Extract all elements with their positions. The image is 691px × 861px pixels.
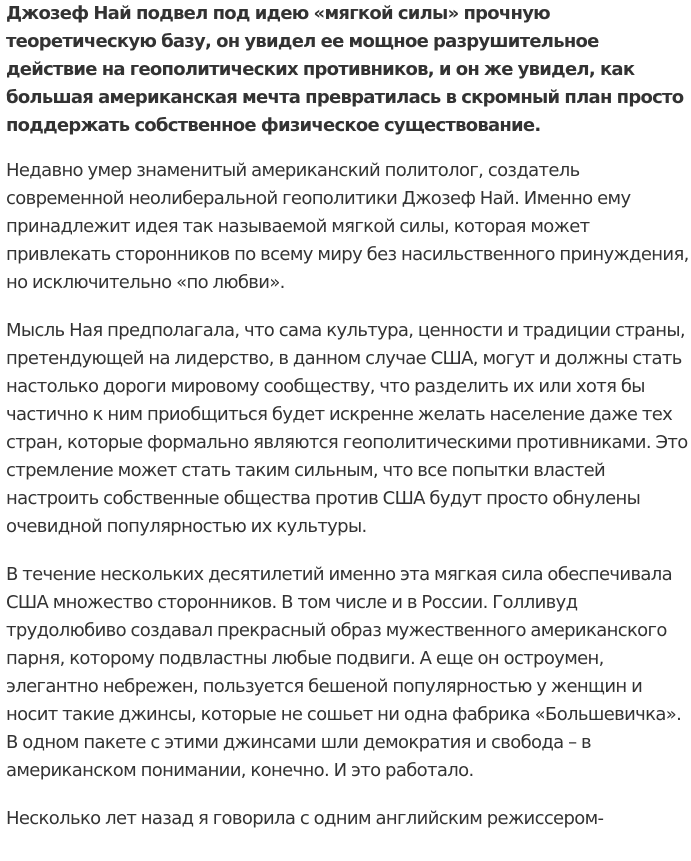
article-paragraph: Несколько лет назад я говорила с одним английским режиссером- [6, 808, 604, 829]
article-body [6, 0, 689, 833]
article-paragraph: Недавно умер знаменитый американский политолог, создатель современной неолиберальной геополитики Джозеф Най. Именно ему принадлежит идея так называемой мягкой силы, которая может привлекать сторонников по всему миру без насильственного принуждения, но исключительно «по любви». [6, 160, 689, 293]
article-paragraph: Мысль Ная предполагала, что сама культура, ценности и традиции страны, претендующей на лидерство, в данном случае США, могут и должны стать настолько дороги мировому сообществу, что разделить их или хотя бы частично к ним приобщиться будет искренне желать население даже тех стран, которые формально являются геополитическими противниками. Это стремление может стать таким сильным, что все попытки властей настроить собственные общества против США будут просто обнулены очевидной популярностью их культуры. [6, 320, 688, 537]
article-paragraph: В течение нескольких десятилетий именно эта мягкая сила обеспечивала США множество сторонников. В том числе и в России. Голливуд трудолюбиво создавал прекрасный образ мужественного американского парня, которому подвластны любые подвиги. А еще он остроумен, элегантно небрежен, пользуется бешеной популярностью у женщин и носит такие джинсы, которые не сошьет ни одна фабрика «Большевичка». В одном пакете с этими джинсами шли демократия и свобода – в американском понимании, конечно. И это работало. [6, 564, 682, 781]
article-lead: Джозеф Най подвел под идею «мягкой силы» прочную теоретическую базу, он увидел ее мощное разрушительное действие на геополитических противников, и он же увидел, как большая американская мечта превратилась в скромный план просто поддержать собственное физическое существование. [6, 3, 684, 136]
